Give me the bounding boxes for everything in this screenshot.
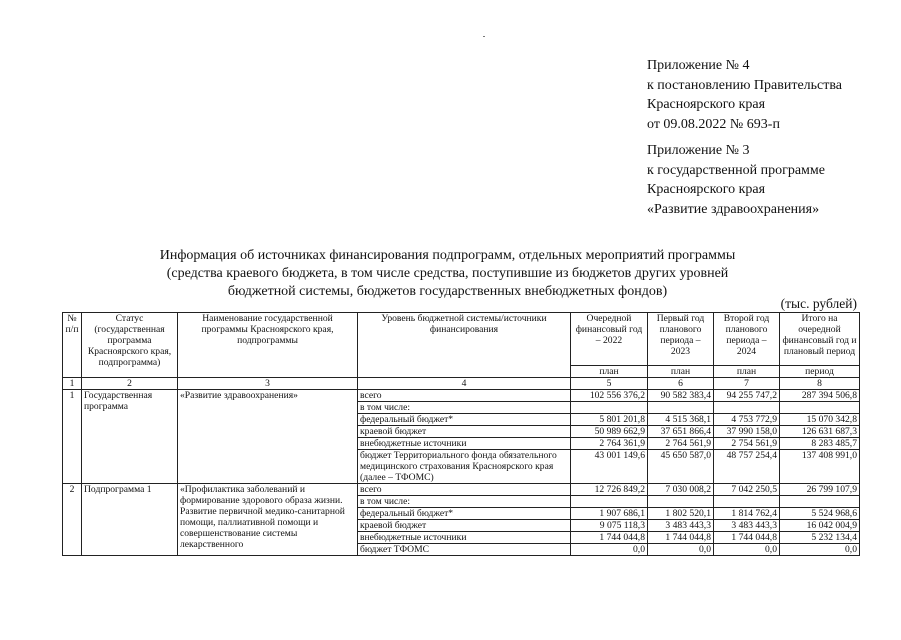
- funding-source: в том числе:: [358, 402, 571, 414]
- appendix-line: «Развитие здравоохранения»: [647, 201, 820, 217]
- amount-cell: 9 075 118,3: [571, 520, 648, 532]
- amount-cell: 50 989 662,9: [571, 426, 648, 438]
- header-total: Итого на очередной финансовый год и плановый период: [780, 313, 860, 366]
- amount-cell: 1 907 686,1: [571, 508, 648, 520]
- amount-cell: 2 764 361,9: [571, 438, 648, 450]
- amount-cell: 2 754 561,9: [714, 438, 780, 450]
- row-status: Подпрограмма 1: [82, 484, 178, 556]
- subheader-period: период: [780, 366, 860, 378]
- column-number: 7: [714, 378, 780, 390]
- funding-source: бюджет ТФОМС: [358, 544, 571, 556]
- funding-source: всего: [358, 484, 571, 496]
- row-name: «Профилактика заболеваний и формирование здорового образа жизни. Развитие первичной медико-санитарной помощи, паллиативной помощи и совершенствование системы лекарственного: [178, 484, 358, 556]
- funding-source: федеральный бюджет*: [358, 414, 571, 426]
- appendix-line: от 09.08.2022 № 693-п: [647, 116, 780, 132]
- row-status: Государственная программа: [82, 390, 178, 484]
- appendix-line: Приложение № 3: [647, 143, 750, 158]
- amount-cell: 45 650 587,0: [648, 450, 714, 484]
- amount-cell: [571, 402, 648, 414]
- table-row: [63, 390, 860, 402]
- amount-cell: 5 801 201,8: [571, 414, 648, 426]
- column-number-row: [63, 378, 860, 390]
- amount-cell: 0,0: [780, 544, 860, 556]
- appendix-program-block: [647, 141, 825, 219]
- amount-cell: 0,0: [714, 544, 780, 556]
- header-level: Уровень бюджетной системы/источники финансирования: [358, 313, 571, 378]
- table-header-row: [63, 313, 860, 366]
- amount-cell: 4 515 368,1: [648, 414, 714, 426]
- amount-cell: 102 556 376,2: [571, 390, 648, 402]
- amount-cell: 0,0: [648, 544, 714, 556]
- units-label: (тыс. рублей): [780, 296, 857, 311]
- header-num: № п/п: [63, 313, 82, 378]
- appendix-line: Приложение № 4: [647, 58, 750, 73]
- amount-cell: 43 001 149,6: [571, 450, 648, 484]
- row-name: «Развитие здравоохранения»: [178, 390, 358, 484]
- amount-cell: [648, 402, 714, 414]
- amount-cell: 1 744 044,8: [648, 532, 714, 544]
- funding-source: федеральный бюджет*: [358, 508, 571, 520]
- column-number: 6: [648, 378, 714, 390]
- amount-cell: 126 631 687,3: [780, 426, 860, 438]
- funding-source: внебюджетные источники: [358, 532, 571, 544]
- amount-cell: 8 283 485,7: [780, 438, 860, 450]
- amount-cell: 287 394 506,8: [780, 390, 860, 402]
- amount-cell: 94 255 747,2: [714, 390, 780, 402]
- amount-cell: 5 524 968,6: [780, 508, 860, 520]
- row-number: 1: [63, 390, 82, 484]
- subheader-plan: план: [571, 366, 648, 378]
- amount-cell: 3 483 443,3: [648, 520, 714, 532]
- header-2022: Очередной финансовый год – 2022: [571, 313, 648, 366]
- amount-cell: 3 483 443,3: [714, 520, 780, 532]
- amount-cell: 26 799 107,9: [780, 484, 860, 496]
- amount-cell: 15 070 342,8: [780, 414, 860, 426]
- funding-source: всего: [358, 390, 571, 402]
- amount-cell: [571, 496, 648, 508]
- header-name: Наименование государственной программы Красноярского края, подпрограммы: [178, 313, 358, 378]
- amount-cell: [780, 496, 860, 508]
- financing-table: [62, 312, 860, 556]
- appendix-line: Красноярского края: [647, 182, 766, 197]
- amount-cell: 37 990 158,0: [714, 426, 780, 438]
- amount-cell: 90 582 383,4: [648, 390, 714, 402]
- scan-speck: [483, 36, 485, 37]
- funding-source: внебюджетные источники: [358, 438, 571, 450]
- column-number: 3: [178, 378, 358, 390]
- amount-cell: [780, 402, 860, 414]
- amount-cell: 7 042 250,5: [714, 484, 780, 496]
- amount-cell: 16 042 004,9: [780, 520, 860, 532]
- amount-cell: 0,0: [571, 544, 648, 556]
- amount-cell: 12 726 849,2: [571, 484, 648, 496]
- amount-cell: 1 802 520,1: [648, 508, 714, 520]
- column-number: 8: [780, 378, 860, 390]
- header-2023: Первый год планового периода – 2023: [648, 313, 714, 366]
- amount-cell: [714, 496, 780, 508]
- column-number: 1: [63, 378, 82, 390]
- row-number: 2: [63, 484, 82, 556]
- amount-cell: 1 814 762,4: [714, 508, 780, 520]
- funding-source: в том числе:: [358, 496, 571, 508]
- amount-cell: 1 744 044,8: [714, 532, 780, 544]
- funding-source: краевой бюджет: [358, 520, 571, 532]
- appendix-line: Красноярского края: [647, 97, 766, 112]
- amount-cell: [648, 496, 714, 508]
- amount-cell: 5 232 134,4: [780, 532, 860, 544]
- title-line: бюджетной системы, бюджетов государственных внебюджетных фондов): [227, 284, 668, 299]
- title-line: Информация об источниках финансирования подпрограмм, отдельных мероприятий программы: [159, 248, 736, 263]
- amount-cell: 137 408 991,0: [780, 450, 860, 484]
- amount-cell: 1 744 044,8: [571, 532, 648, 544]
- amount-cell: 4 753 772,9: [714, 414, 780, 426]
- appendix-line: к государственной программе: [647, 162, 825, 178]
- header-2024: Второй год планового периода – 2024: [714, 313, 780, 366]
- amount-cell: [714, 402, 780, 414]
- amount-cell: 37 651 866,4: [648, 426, 714, 438]
- funding-source: краевой бюджет: [358, 426, 571, 438]
- appendix-decree-block: [647, 56, 842, 134]
- funding-source: бюджет Территориального фонда обязательного медицинского страхования Красноярского края (далее – ТФОМС): [358, 450, 571, 484]
- subheader-plan: план: [714, 366, 780, 378]
- column-number: 2: [82, 378, 178, 390]
- header-status: Статус (государственная программа Красноярского края, подпрограмма): [82, 313, 178, 378]
- amount-cell: 2 764 561,9: [648, 438, 714, 450]
- table-row: [63, 484, 860, 496]
- column-number: 4: [358, 378, 571, 390]
- column-number: 5: [571, 378, 648, 390]
- amount-cell: 48 757 254,4: [714, 450, 780, 484]
- amount-cell: 7 030 008,2: [648, 484, 714, 496]
- document-title: [110, 247, 785, 301]
- subheader-plan: план: [648, 366, 714, 378]
- appendix-line: к постановлению Правительства: [647, 77, 843, 93]
- title-line: (средства краевого бюджета, в том числе средства, поступившие из бюджетов других уровней: [166, 266, 729, 281]
